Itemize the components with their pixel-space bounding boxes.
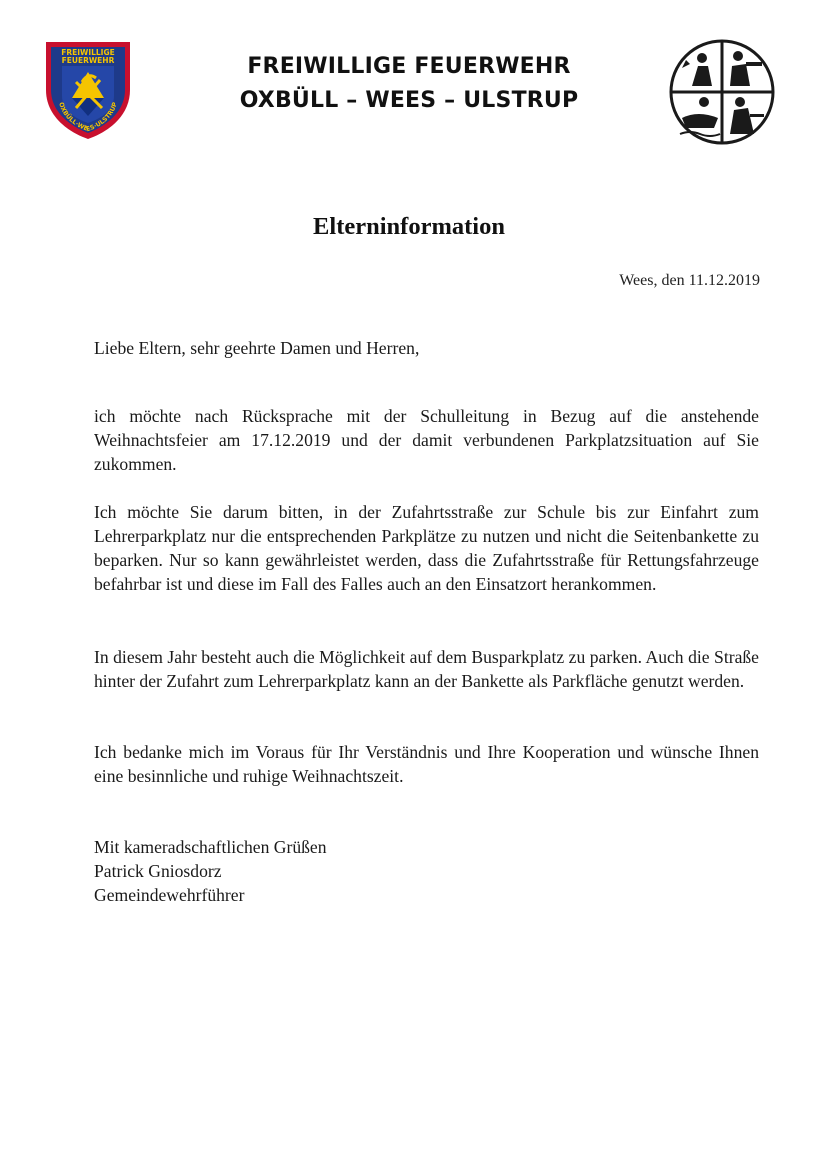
signer-name: Patrick Gniosdorz	[94, 861, 222, 881]
paragraph-4: Ich bedanke mich im Voraus für Ihr Verständnis und Ihre Kooperation und wünsche Ihnen eine besinnliche und ruhige Weihnachtszeit.	[94, 742, 759, 786]
fire-brigade-crest-icon	[42, 38, 134, 142]
svg-text:OXBÜLL·WEES·ULSTRUP: OXBÜLL·WEES·ULSTRUP	[57, 101, 119, 134]
document-date: Wees, den 11.12.2019	[619, 272, 760, 289]
org-name-line2: OXBÜLL – WEES – ULSTRUP	[239, 88, 579, 113]
document-title: Elterninformation	[313, 213, 505, 240]
fire-brigade-emblem-icon	[668, 38, 776, 146]
paragraph-3: In diesem Jahr besteht auch die Möglichkeit auf dem Busparkplatz zu parken. Auch die Straße hinter der Zufahrt zum Lehrerparkplatz kann an der Bankette als Parkfläche genutzt werden.	[94, 647, 759, 691]
org-name-line1: FREIWILLIGE FEUERWEHR	[247, 54, 571, 79]
paragraph-2: Ich möchte Sie darum bitten, in der Zufahrtsstraße zur Schule bis zur Einfahrt zum Lehrerparkplatz nur die entsprechenden Parkplätze zu nutzen und nicht die Seitenbankette zu beparken. Nur so kann gewährleistet werden, dass die Zufahrtsstraße für Rettungsfahrzeuge befahrbar ist und diese im Fall des Falles auch an den Einsatzort herankommen.	[94, 502, 759, 594]
svg-text:FEUERWEHR: FEUERWEHR	[61, 56, 115, 65]
closing-line: Mit kameradschaftlichen Grüßen	[94, 837, 327, 857]
greeting: Liebe Eltern, sehr geehrte Damen und Herren,	[94, 338, 420, 358]
signer-role: Gemeindewehrführer	[94, 885, 245, 905]
paragraph-1: ich möchte nach Rücksprache mit der Schulleitung in Bezug auf die anstehende Weihnachtsfeier am 17.12.2019 und der damit verbundenen Parkplatzsituation auf Sie zukommen.	[94, 406, 759, 474]
svg-text:FREIWILLIGE: FREIWILLIGE	[61, 48, 115, 57]
